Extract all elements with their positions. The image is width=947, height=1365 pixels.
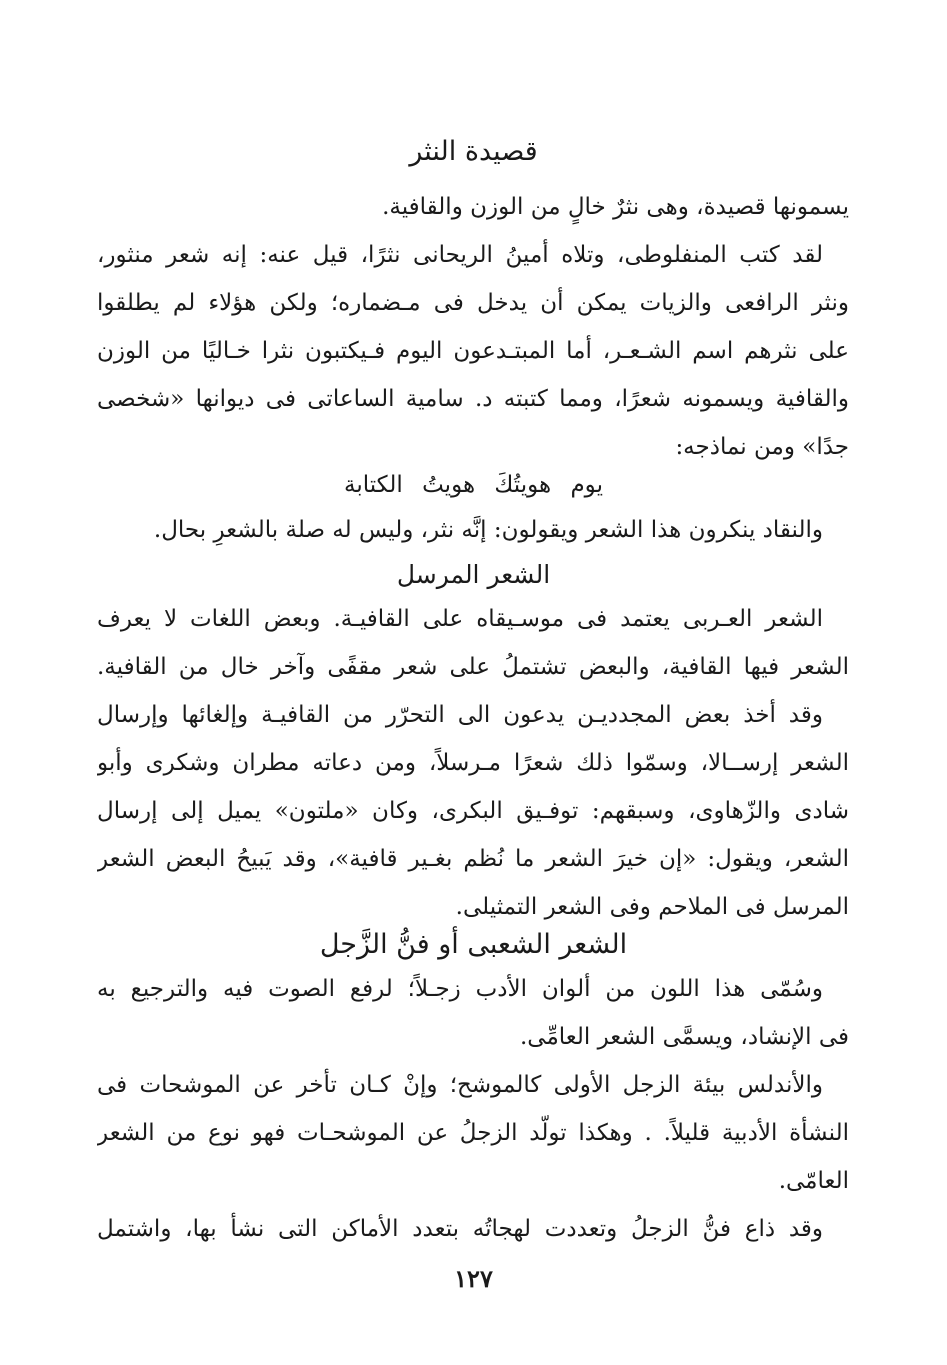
section-title-prose-poem: قصيدة النثر: [409, 136, 538, 167]
text-line: ونثر الرافعى والزيات يمكن أن يدخل فى مـضماره؛ ولكن هؤلاء لم يطلقوا: [97, 290, 849, 316]
text-line: والنقاد ينكرون هذا الشعر ويقولون: إنَّه نثر، وليس له صلة بالشعرِ بحال.: [153, 517, 823, 543]
text-line: فى الإنشاد، ويسمَّى الشعر العامِّى.: [519, 1024, 849, 1050]
text-line: والقافية ويسمونه شعرًا، ومما كتبته د. سامية الساعاتى فى ديوانها «شخصى: [97, 386, 849, 412]
text-line: وقد ذاع فنُّ الزجلُ وتعددت لهجاتُه بتعدد الأماكن التى نشأ بها، واشتمل: [97, 1216, 823, 1242]
poem-verse: يوم هويتُكَ هويتُ الكتابة: [344, 472, 603, 498]
text-line: لقد كتب المنفلوطى، وتلاه أمينُ الريحانى نثرًا، قيل عنه: إنه شعر منثور،: [97, 242, 823, 268]
text-line: الشعر العـربى يعتمد فى موسـيقاه على القافيـة. وبعض اللغات لا يعرف: [97, 606, 823, 632]
text-line: العامّى.: [778, 1168, 849, 1194]
text-line: وقد أخذ بعض المجدديـن يدعون الى التحرّر من القافيـة وإلغائها وإرسال: [97, 702, 823, 728]
text-line: يسمونها قصيدة، وهى نثرٌ خالٍ من الوزن والقافية.: [382, 194, 849, 220]
text-line: والأندلس بيئة الزجل الأولى كالموشح؛ وإنْ كـان تأخر عن الموشحات فى: [97, 1072, 823, 1098]
text-line: الشعر فيها القافية، والبعض تشتملُ على شعر مقفًى وآخر خال من القافية.: [97, 654, 849, 680]
text-line: جدًا» ومن نماذجه:: [675, 434, 849, 460]
page-number: ١٢٧: [454, 1264, 493, 1293]
text-line: المرسل فى الملاحم وفى الشعر التمثيلى.: [455, 894, 849, 920]
text-line: على نثرهم اسم الشـعـر، أما المبتـدعون اليوم فـيكتبون نثرا خـاليًا من الوزن: [97, 338, 849, 364]
text-line: وسُمّى هذا اللون من ألوان الأدب زجـلاً؛ لرفع الصوت فيه والترجيع به: [97, 976, 823, 1002]
text-line: الشعر إرســالا، وسمّوا ذلك شعرًا مـرسلاً، ومن دعاته مطران وشكرى وأبو: [97, 750, 849, 776]
text-line: الشعر، ويقول: «إن خيرَ الشعر ما نُظم بغـير قافية»، وقد يَبيحُ البعض الشعر: [97, 846, 849, 872]
section-title-blank-verse: الشعر المرسل: [396, 560, 551, 589]
section-title-zajal: الشعر الشعبى أو فنُّ الزَّجل: [319, 929, 628, 960]
text-line: النشأة الأدبية قليلاً. . وهكذا تولّد الزجلُ عن الموشحـات فهو نوع من الشعر: [97, 1120, 849, 1146]
text-line: شادى والزّهاوى، وسبقهم: توفـيق البكرى، وكان «ملتون» يميل إلى إرسال: [97, 798, 849, 824]
